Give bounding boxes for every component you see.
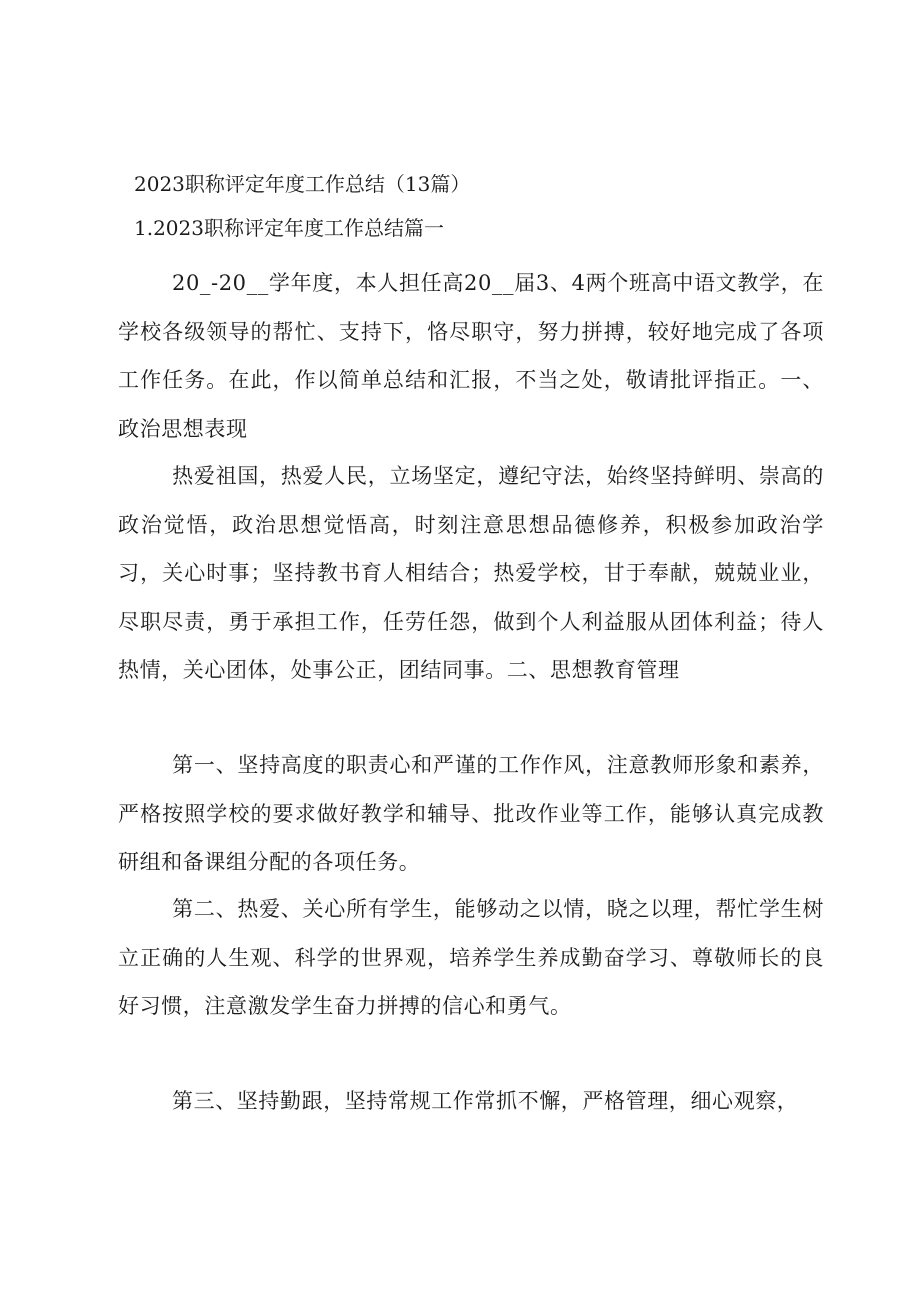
paragraph-2 (118, 452, 824, 695)
paragraph-1-text: 20_-20__学年度，本人担任高20__届3、4两个班高中语文教学，在学校各级领导的帮忙、支持下，恪尽职守，努力拼搏，较好地完成了各项工作任务。在此，作以简单总结和汇报，不当之处，敬请批评指正。一、政治思想表现 (118, 271, 824, 441)
paragraph-2-text: 热爱祖国，热爱人民，立场坚定，遵纪守法，始终坚持鲜明、崇高的政治觉悟，政治思想觉悟高，时刻注意思想品德修养，积极参加政治学习，关心时事；坚持教书育人相结合；热爱学校，甘于奉献，兢兢业业，尽职尽责，勇于承担工作，任劳任怨，做到个人利益服从团体利益；待人热情，关心团体，处事公正，团结同事。二、思想教育管理 (118, 464, 824, 682)
paragraph-4-text: 第二、热爱、关心所有学生，能够动之以情，晓之以理，帮忙学生树立正确的人生观、科学的世界观，培养学生养成勤奋学习、尊敬师长的良好习惯，注意激发学生奋力拼搏的信心和勇气。 (118, 897, 824, 1018)
paragraph-5-text: 第三、坚持勤跟，坚持常规工作常抓不懈，严格管理，细心观察， (172, 1089, 799, 1113)
section-heading: 1.2023职称评定年度工作总结篇一 (134, 216, 444, 240)
paragraph-5 (118, 1077, 824, 1126)
paragraph-4 (118, 885, 824, 1031)
paragraph-3 (118, 741, 824, 887)
paragraph-3-text: 第一、坚持高度的职责心和严谨的工作作风，注意教师形象和素养，严格按照学校的要求做好教学和辅导、批改作业等工作，能够认真完成教研组和备课组分配的各项任务。 (118, 753, 824, 874)
document-title: 2023职称评定年度工作总结（13篇） (134, 172, 471, 196)
paragraph-1 (118, 259, 824, 453)
